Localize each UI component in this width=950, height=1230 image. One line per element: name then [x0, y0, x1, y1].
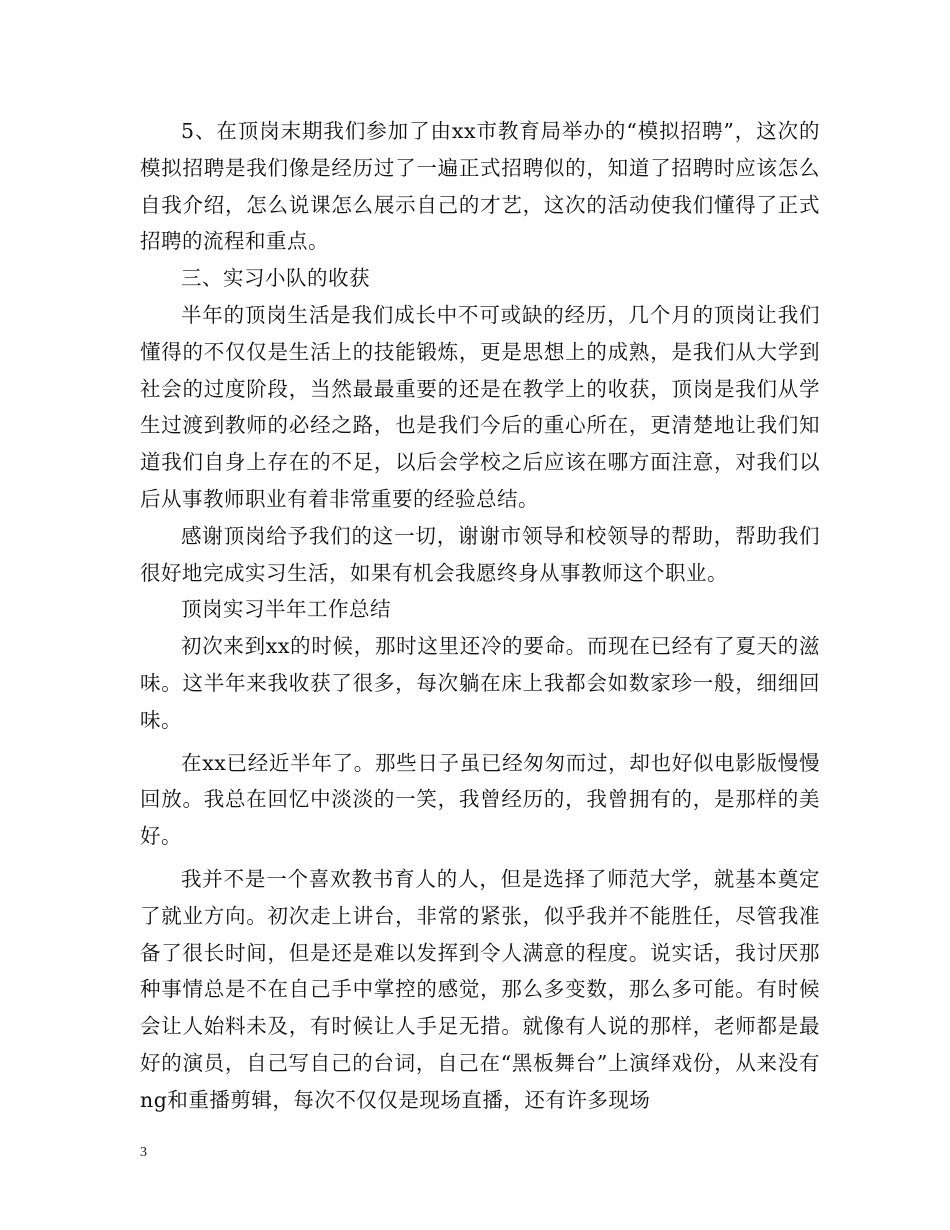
- document-title-summary: 顶岗实习半年工作总结: [181, 597, 391, 622]
- section-heading-team-gains: 三、实习小队的收获: [181, 266, 370, 291]
- paragraph-thanks: 感谢顶岗给予我们的这一切，谢谢市领导和校领导的帮助，帮助我们很好地完成实习生活，如果有机会我愿终身从事教师这个职业。: [140, 523, 820, 585]
- page-number: 3: [140, 1145, 147, 1160]
- paragraph-mock-recruitment: 5、在顶岗末期我们参加了由xx市教育局举办的“模拟招聘”，这次的模拟招聘是我们像是经历过了一遍正式招聘似的，知道了招聘时应该怎么自我介绍，怎么说课怎么展示自己的才艺，这次的活动使我们懂得了正式招聘的流程和重点。: [140, 119, 820, 254]
- paragraph-half-year-experience: 半年的顶岗生活是我们成长中不可或缺的经历，几个月的顶岗让我们懂得的不仅仅是生活上的技能锻炼，更是思想上的成熟，是我们从大学到社会的过度阶段，当然最最重要的还是在教学上的收获，顶岗是我们从学生过渡到教师的必经之路，也是我们今后的重心所在，更清楚地让我们知道我们自身上存在的不足，以后会学校之后应该在哪方面注意，对我们以后从事教师职业有着非常重要的经验总结。: [140, 302, 820, 511]
- paragraph-half-year-memories: 在xx已经近半年了。那些日子虽已经匆匆而过，却也好似电影版慢慢回放。我总在回忆中淡淡的一笑，我曾经历的，我曾拥有的，是那样的美好。: [140, 750, 820, 849]
- document-body: [140, 113, 820, 1119]
- paragraph-teaching-reflection: 我并不是一个喜欢教书育人的人，但是选择了师范大学，就基本奠定了就业方向。初次走上讲台，非常的紧张，似乎我并不能胜任，尽管我准备了很长时间，但是还是难以发挥到令人满意的程度。说实话，我讨厌那种事情总是不在自己手中掌控的感觉，那么多变数，那么多可能。有时候会让人始料未及，有时候让人手足无措。就像有人说的那样，老师都是最好的演员，自己写自己的台词，自己在“黑板舞台”上演绎戏份，从来没有ng和重播剪辑，每次不仅仅是现场直播，还有许多现场: [140, 866, 820, 1112]
- paragraph-first-arrival: 初次来到xx的时候，那时这里还冷的要命。而现在已经有了夏天的滋味。这半年来我收获了很多，每次躺在床上我都会如数家珍一般，细细回味。: [140, 634, 820, 732]
